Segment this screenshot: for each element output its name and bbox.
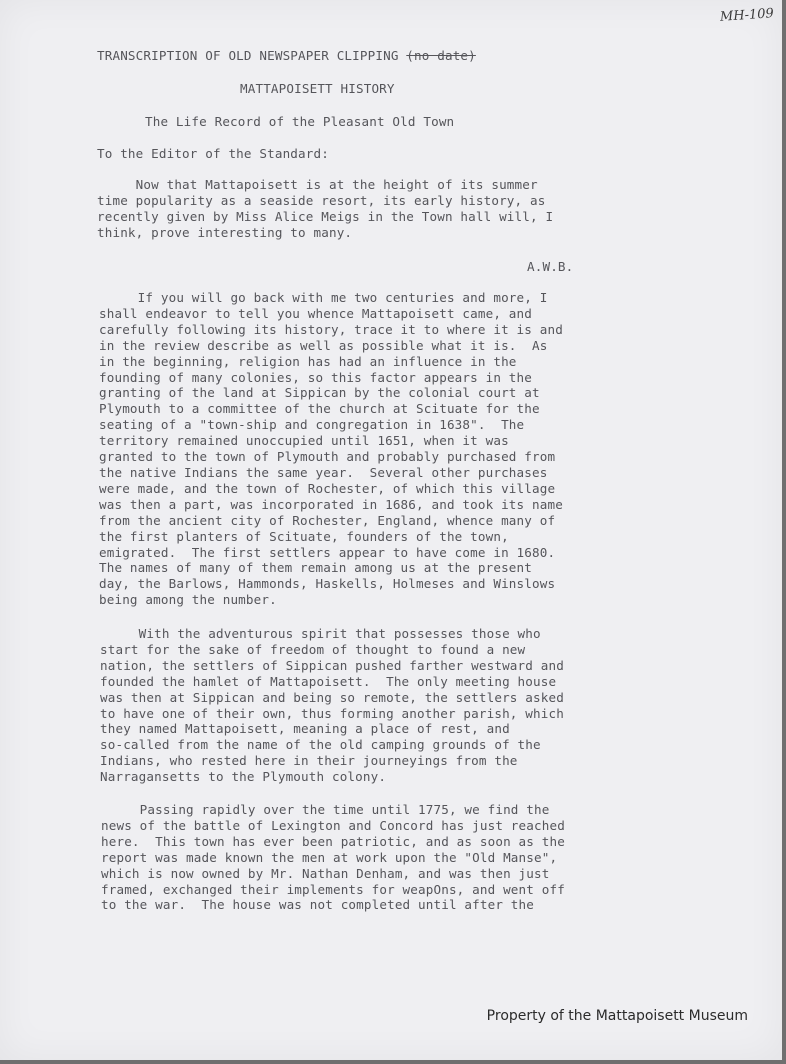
heading-struck-note: (no date) [406, 48, 476, 63]
document-heading [97, 48, 476, 64]
article-title: The Life Record of the Pleasant Old Town [145, 114, 455, 129]
museum-footer: Property of the Mattapoisett Museum [486, 1008, 748, 1024]
subheading: MATTAPOISETT HISTORY [240, 81, 395, 96]
signature-initials: A.W.B. [527, 259, 574, 274]
handwritten-reference-number: MH-109 [719, 6, 775, 25]
intro-paragraph: Now that Mattapoisett is at the height of its summer time popularity as a seaside resort, its early history, as recently given by Miss Alice Meigs in the Town hall will, I think, prove interesting to many. [97, 177, 554, 240]
heading-main: TRANSCRIPTION OF OLD NEWSPAPER CLIPPING [97, 48, 399, 63]
body-paragraph-1: If you will go back with me two centuries and more, I shall endeavor to tell you whence Mattapoisett came, and carefully following its history, trace it to where it is and in the review describe as well as possible what it is. As in the beginning, religion has had an influence in the founding of many colonies, so this factor appears in the granting of the land at Sippican by the colonial court at Plymouth to a committee of the church at Scituate for the seating of a "town-ship and congregation in 1638". The territory remained unoccupied until 1651, when it was granted to the town of Plymouth and probably purchased from the native Indians the same year. Several other purchases were made, and the town of Rochester, of which this village was then a part, was incorporated in 1686, and took its name from the ancient city of Rochester, England, whence many of the first planters of Scituate, founders of the town, emigrated. The first settlers appear to have come in 1680. The names of many of them remain among us at the present day, the Barlows, Hammonds, Haskells, Holmeses and Winslows being among the number. [99, 290, 563, 608]
body-paragraph-2: With the adventurous spirit that possesses those who start for the sake of freedom of thought to found a new nation, the settlers of Sippican pushed farther westward and founded the hamlet of Mattapoisett. The only meeting house was then at Sippican and being so remote, the settlers asked to have one of their own, thus forming another parish, which they named Mattapoisett, meaning a place of rest, and so-called from the name of the old camping grounds of the Indians, who rested here in their journeyings from the Narragansetts to the Plymouth colony. [100, 626, 564, 785]
salutation: To the Editor of the Standard: [97, 146, 329, 161]
body-paragraph-3: Passing rapidly over the time until 1775, we find the news of the battle of Lexington and Concord has just reached here. This town has ever been patriotic, and as soon as the report was made known the men at work upon the "Old Manse", which is now owned by Mr. Nathan Denham, and was then just framed, exchanged their implements for weapOns, and went off to the war. The house was not completed until after the [101, 802, 565, 913]
